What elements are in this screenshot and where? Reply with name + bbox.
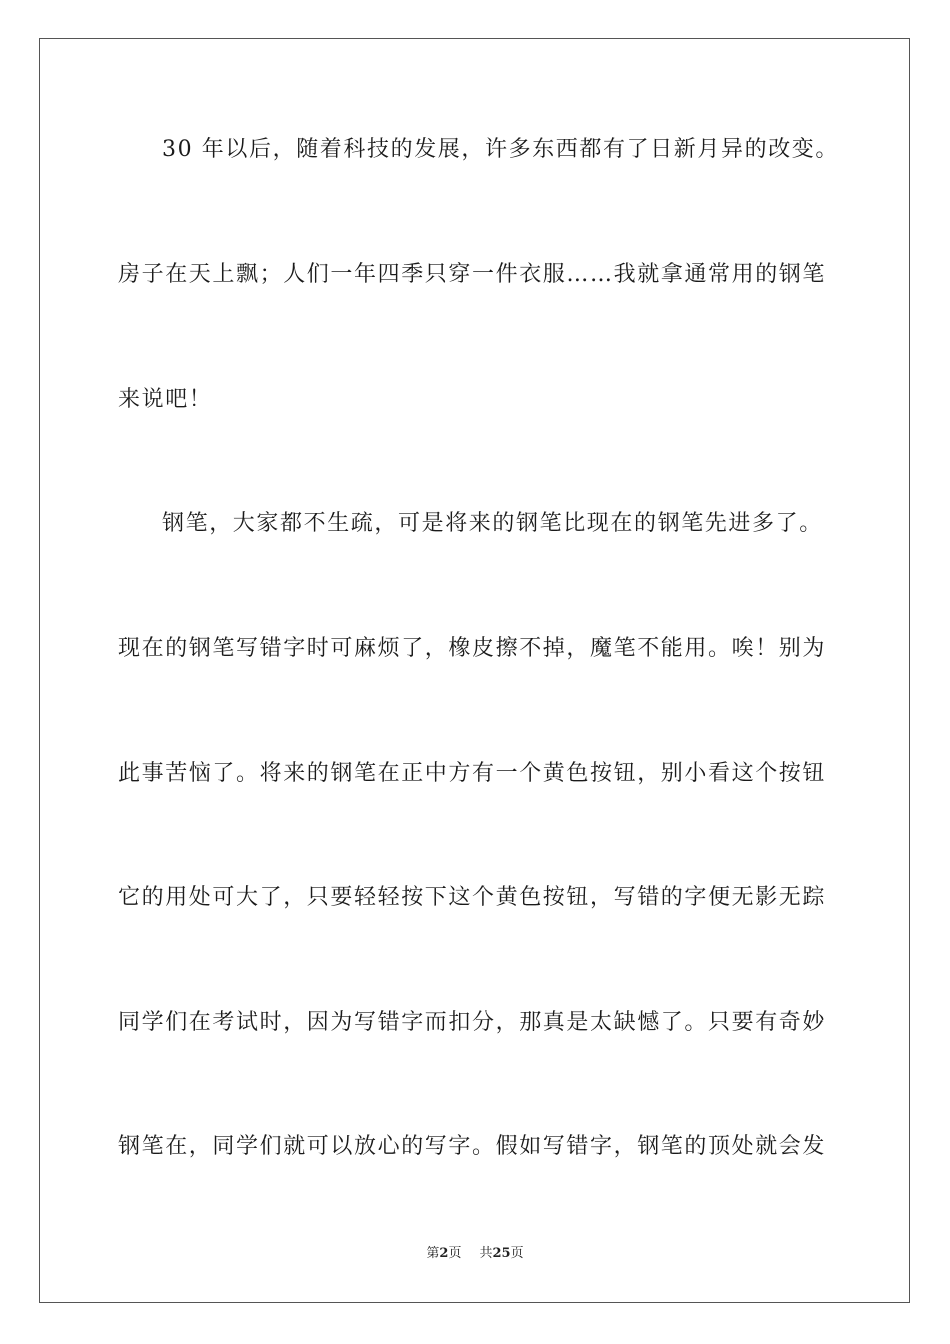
text-line-1: 30 年以后，随着科技的发展，许多东西都有了日新月异的改变。	[162, 137, 839, 162]
text-line-4: 钢笔，大家都不生疏，可是将来的钢笔比现在的钢笔先进多了。	[162, 511, 823, 536]
text-line-3: 来说吧！	[118, 387, 213, 412]
total-suffix: 页	[510, 1246, 524, 1261]
text-line-5: 现在的钢笔写错字时可麻烦了，橡皮擦不掉，魔笔不能用。唉！别为	[118, 636, 827, 661]
text-line-9: 钢笔在，同学们就可以放心的写字。假如写错字，钢笔的顶处就会发	[118, 1134, 827, 1159]
page-suffix: 页	[448, 1246, 462, 1261]
page-prefix: 第	[426, 1246, 440, 1261]
total-prefix: 共	[479, 1246, 493, 1261]
page-border	[39, 38, 910, 1303]
page-footer	[0, 1245, 950, 1263]
text-line-7: 它的用处可大了，只要轻轻按下这个黄色按钮，写错的字便无影无踪	[118, 885, 827, 910]
total-pages: 25	[492, 1246, 511, 1261]
text-line-6: 此事苦恼了。将来的钢笔在正中方有一个黄色按钮，别小看这个按钮	[118, 761, 827, 786]
page-number: 2	[439, 1246, 449, 1261]
text-line-8: 同学们在考试时，因为写错字而扣分，那真是太缺憾了。只要有奇妙	[118, 1010, 827, 1035]
text-line-2: 房子在天上飘；人们一年四季只穿一件衣服……我就拿通常用的钢笔	[118, 262, 827, 287]
